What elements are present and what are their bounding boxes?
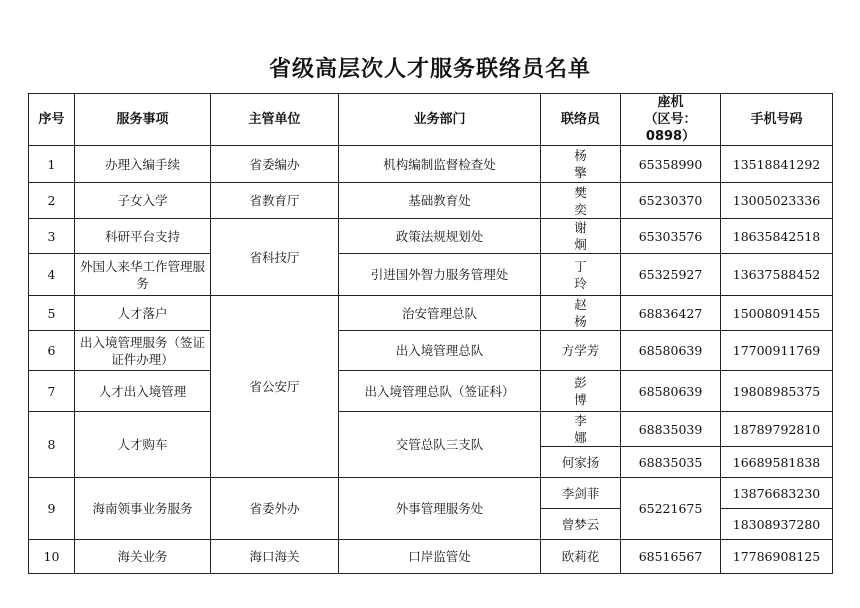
header-phone-area-code: （区号：0898） [644, 112, 697, 144]
cell-phone: 65358990 [621, 146, 721, 183]
cell-contact: 杨 擎 [541, 146, 621, 183]
cell-service: 人才落户 [75, 296, 211, 331]
table-row [29, 254, 833, 296]
cell-mobile: 16689581838 [721, 447, 833, 478]
cell-dept: 外事管理服务处 [339, 478, 541, 540]
cell-unit: 省科技厅 [211, 219, 339, 296]
cell-dept: 政策法规规划处 [339, 219, 541, 254]
cell-contact: 欧莉花 [541, 540, 621, 574]
cell-unit: 省委编办 [211, 146, 339, 183]
table-header-row [29, 94, 833, 146]
cell-phone: 68835039 [621, 412, 721, 447]
table-row [29, 219, 833, 254]
header-mobile: 手机号码 [721, 94, 833, 146]
cell-mobile: 18308937280 [721, 509, 833, 540]
cell-mobile: 13876683230 [721, 478, 833, 509]
cell-service: 外国人来华工作管理服务 [75, 254, 211, 296]
cell-phone: 68835035 [621, 447, 721, 478]
cell-contact: 曾梦云 [541, 509, 621, 540]
table-row [29, 146, 833, 183]
cell-dept: 出入境管理总队 [339, 331, 541, 371]
cell-unit: 省委外办 [211, 478, 339, 540]
table-row [29, 478, 833, 509]
header-phone [621, 94, 721, 146]
cell-service: 办理入编手续 [75, 146, 211, 183]
cell-service: 海关业务 [75, 540, 211, 574]
cell-mobile: 15008091455 [721, 296, 833, 331]
table-row [29, 183, 833, 219]
cell-phone: 68836427 [621, 296, 721, 331]
cell-mobile: 19808985375 [721, 371, 833, 412]
cell-service: 人才出入境管理 [75, 371, 211, 412]
cell-service: 科研平台支持 [75, 219, 211, 254]
header-contact: 联络员 [541, 94, 621, 146]
cell-seq: 3 [29, 219, 75, 254]
cell-contact: 李 娜 [541, 412, 621, 447]
cell-seq: 4 [29, 254, 75, 296]
cell-seq: 2 [29, 183, 75, 219]
header-service: 服务事项 [75, 94, 211, 146]
cell-dept: 治安管理总队 [339, 296, 541, 331]
cell-seq: 9 [29, 478, 75, 540]
cell-phone: 68580639 [621, 331, 721, 371]
cell-phone: 65325927 [621, 254, 721, 296]
cell-dept: 交管总队三支队 [339, 412, 541, 478]
cell-mobile: 18789792810 [721, 412, 833, 447]
header-phone-title: 座机 [657, 95, 684, 110]
cell-unit: 省公安厅 [211, 296, 339, 478]
liaison-table [28, 93, 833, 574]
cell-contact: 樊 奕 [541, 183, 621, 219]
cell-seq: 5 [29, 296, 75, 331]
table-row [29, 540, 833, 574]
header-dept: 业务部门 [339, 94, 541, 146]
cell-mobile: 18635842518 [721, 219, 833, 254]
cell-contact: 李剑菲 [541, 478, 621, 509]
cell-contact: 谢 炯 [541, 219, 621, 254]
cell-seq: 10 [29, 540, 75, 574]
cell-unit: 省教育厅 [211, 183, 339, 219]
table-row [29, 412, 833, 447]
cell-service: 海南领事业务服务 [75, 478, 211, 540]
cell-seq: 8 [29, 412, 75, 478]
cell-phone: 68516567 [621, 540, 721, 574]
cell-seq: 1 [29, 146, 75, 183]
cell-seq: 6 [29, 331, 75, 371]
cell-contact: 彭 博 [541, 371, 621, 412]
cell-phone: 65221675 [621, 478, 721, 540]
cell-contact: 何家扬 [541, 447, 621, 478]
cell-contact: 方学芳 [541, 331, 621, 371]
cell-service: 子女入学 [75, 183, 211, 219]
cell-contact: 丁 玲 [541, 254, 621, 296]
cell-phone: 68580639 [621, 371, 721, 412]
cell-phone: 65303576 [621, 219, 721, 254]
table-row [29, 296, 833, 331]
cell-unit: 海口海关 [211, 540, 339, 574]
page-title: 省级高层次人才服务联络员名单 [268, 57, 591, 82]
cell-dept: 引进国外智力服务管理处 [339, 254, 541, 296]
cell-mobile: 13518841292 [721, 146, 833, 183]
cell-dept: 口岸监管处 [339, 540, 541, 574]
cell-dept: 机构编制监督检查处 [339, 146, 541, 183]
cell-phone: 65230370 [621, 183, 721, 219]
header-unit: 主管单位 [211, 94, 339, 146]
cell-dept: 基础教育处 [339, 183, 541, 219]
cell-mobile: 13005023336 [721, 183, 833, 219]
cell-seq: 7 [29, 371, 75, 412]
cell-mobile: 13637588452 [721, 254, 833, 296]
table-row [29, 371, 833, 412]
table-row [29, 331, 833, 371]
header-seq: 序号 [29, 94, 75, 146]
cell-service: 人才购车 [75, 412, 211, 478]
cell-mobile: 17700911769 [721, 331, 833, 371]
cell-mobile: 17786908125 [721, 540, 833, 574]
cell-service: 出入境管理服务（签证证件办理） [75, 331, 211, 371]
cell-contact: 赵 杨 [541, 296, 621, 331]
cell-dept: 出入境管理总队（签证科） [339, 371, 541, 412]
